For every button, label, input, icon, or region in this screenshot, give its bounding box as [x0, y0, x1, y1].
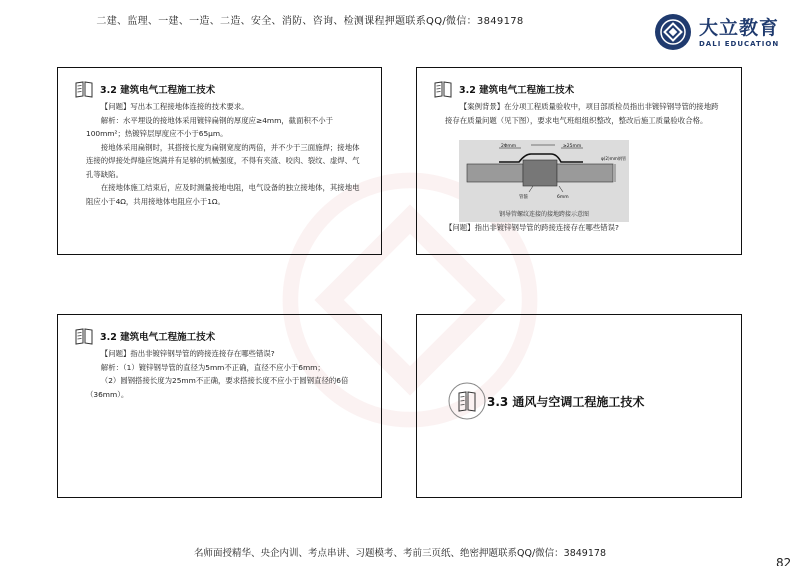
figure-label: 管箍 [519, 195, 528, 200]
slide-grounding-requirements [57, 67, 382, 255]
slide-title: 3.2 建筑电气工程施工技术 [100, 332, 216, 343]
brand-logo [655, 14, 779, 50]
slide-case-background [416, 67, 742, 255]
book-icon [74, 80, 94, 98]
slide-title: 3.2 建筑电气工程施工技术 [100, 85, 216, 96]
question-text: 【问题】指出非镀锌钢导管的跨接连接存在哪些错误? [445, 223, 619, 232]
section-title: 3.3 通风与空调工程施工技术 [487, 394, 645, 409]
figure-label: ≥25mm [563, 144, 582, 149]
answer-paragraph: 解析：（1）镀锌钢导管的直径为5mm不正确，直径不应小于6mm； [100, 362, 325, 372]
logo-emblem-icon [655, 14, 691, 50]
case-background-text: 【案例背景】在分项工程质量验收中，项目部质检员指出非镀锌钢导管的接地跨接存在质量问题（见下图），要求电气班组组织整改，整改后施工质量验收合格。 [445, 102, 719, 125]
figure-label: φ(2)mm钢管 [601, 156, 627, 161]
figure-caption: 钢导管螺纹连接的接地跨接示意图 [498, 211, 589, 218]
footer-banner: 名师面授精华、央企内训、考点串讲、习题模考、考前三页纸、绝密押题联系QQ/微信：3849178 [194, 548, 606, 559]
logo-name-en: DALI EDUCATION [699, 39, 780, 48]
figure-label: 6mm [557, 195, 569, 200]
page-number: 82 [776, 556, 792, 566]
answer-paragraph: 解析：水平埋设的接地体采用镀锌扁钢的厚度应≥4mm，截面积不小于100mm²；热镀锌层厚度应不小于65μm。 [86, 115, 334, 138]
slide-bonding-errors-answer [57, 314, 382, 498]
header-banner: 二建、监理、一建、一造、二造、安全、消防、咨询、检测课程押题联系QQ/微信：3849178 [96, 16, 524, 27]
logo-name-cn: 大立教育 [699, 16, 780, 39]
book-icon [74, 327, 94, 345]
answer-paragraph: 接地体采用扁钢时，其搭接长度为扁钢宽度的两倍，并不少于三面施焊；接地体连接的焊接处焊缝应饱满并有足够的机械强度，不得有夹渣、咬肉、裂纹、虚焊、气孔等缺陷。 [86, 142, 360, 179]
question-text: 【问题】写出本工程接地体连接的技术要求。 [100, 102, 249, 111]
question-text: 【问题】指出非镀锌钢导管的跨接连接存在哪些错误? [100, 349, 275, 358]
answer-paragraph: （2）圆钢搭接长度为25mm不正确，要求搭接长度不应小于圆钢直径的6倍（36mm）。 [86, 376, 349, 399]
book-icon [433, 80, 453, 98]
slide-section-hvac [416, 314, 742, 498]
conduit-diagram-drawing [459, 140, 629, 210]
figure-label: 2Φmm [501, 144, 517, 149]
answer-paragraph: 在接地体施工结束后，应及时测量接地电阻，电气设备的独立接地体，其接地电阻应小于4Ω，共用接地体电阻应小于1Ω。 [86, 183, 360, 206]
conduit-bonding-diagram [459, 140, 629, 222]
slide-title: 3.2 建筑电气工程施工技术 [459, 85, 575, 96]
